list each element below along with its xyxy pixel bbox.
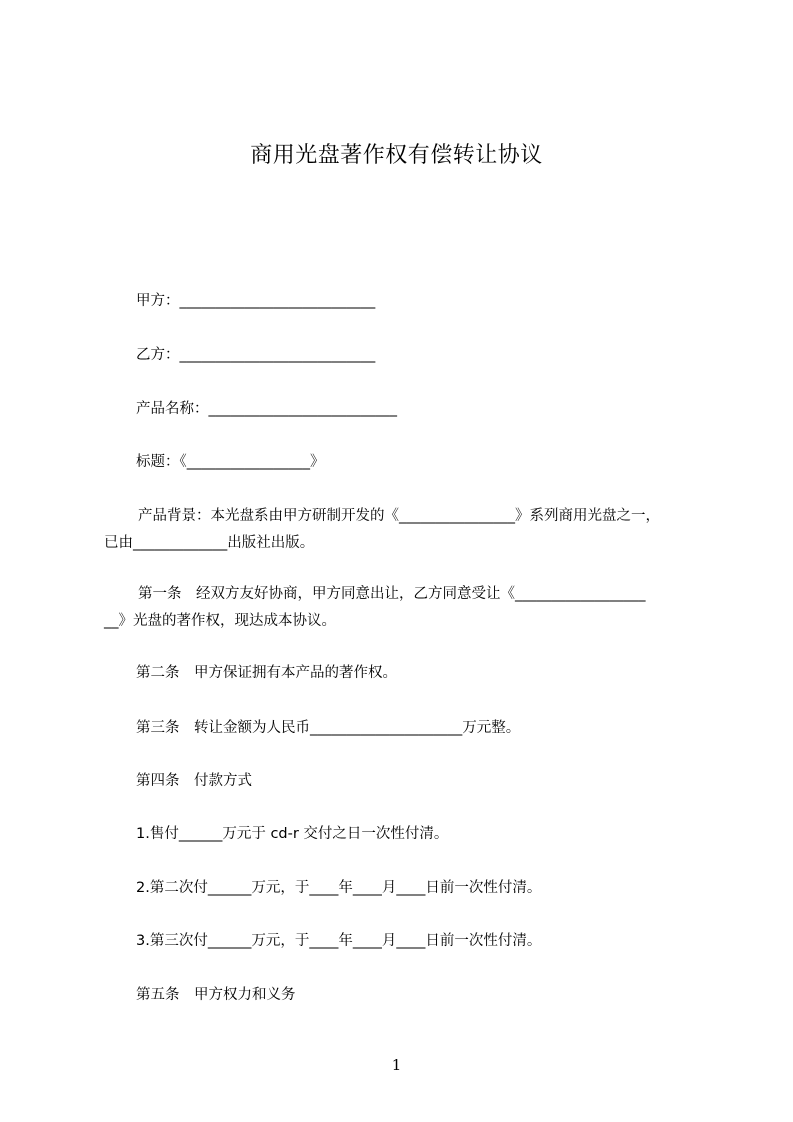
- payment-item-1: 1.售付______万元于 cd-r 交付之日一次性付清。: [136, 826, 449, 842]
- article-2: 第二条 甲方保证拥有本产品的著作权。: [136, 665, 397, 681]
- document-title: 商用光盘著作权有偿转让协议: [250, 143, 543, 168]
- party-a-field: 甲方：___________________________: [136, 293, 376, 309]
- product-background-line-1: 产品背景：本光盘系由甲方研制开发的《________________》系列商用光盘之一，: [138, 508, 660, 524]
- article-1-line-1: 第一条 经双方友好协商，甲方同意出让，乙方同意受让《__________________: [138, 586, 646, 602]
- page-number: 1: [391, 1056, 402, 1074]
- payment-item-2: 2.第二次付______万元，于____年____月____日前一次性付清。: [136, 880, 542, 896]
- article-5-heading: 第五条 甲方权力和义务: [136, 987, 296, 1003]
- payment-item-3: 3.第三次付______万元，于____年____月____日前一次性付清。: [136, 933, 542, 949]
- party-b-field: 乙方：___________________________: [136, 347, 376, 363]
- article-1-line-2: __》光盘的著作权，现达成本协议。: [104, 613, 336, 629]
- product-background-line-2: 已由_____________出版社出版。: [104, 535, 315, 551]
- product-name-field: 产品名称：__________________________: [136, 401, 397, 417]
- article-3: 第三条 转让金额为人民币_____________________万元整。: [136, 720, 521, 736]
- heading-field: 标题：《_________________》: [136, 454, 325, 470]
- article-4-heading: 第四条 付款方式: [136, 773, 252, 789]
